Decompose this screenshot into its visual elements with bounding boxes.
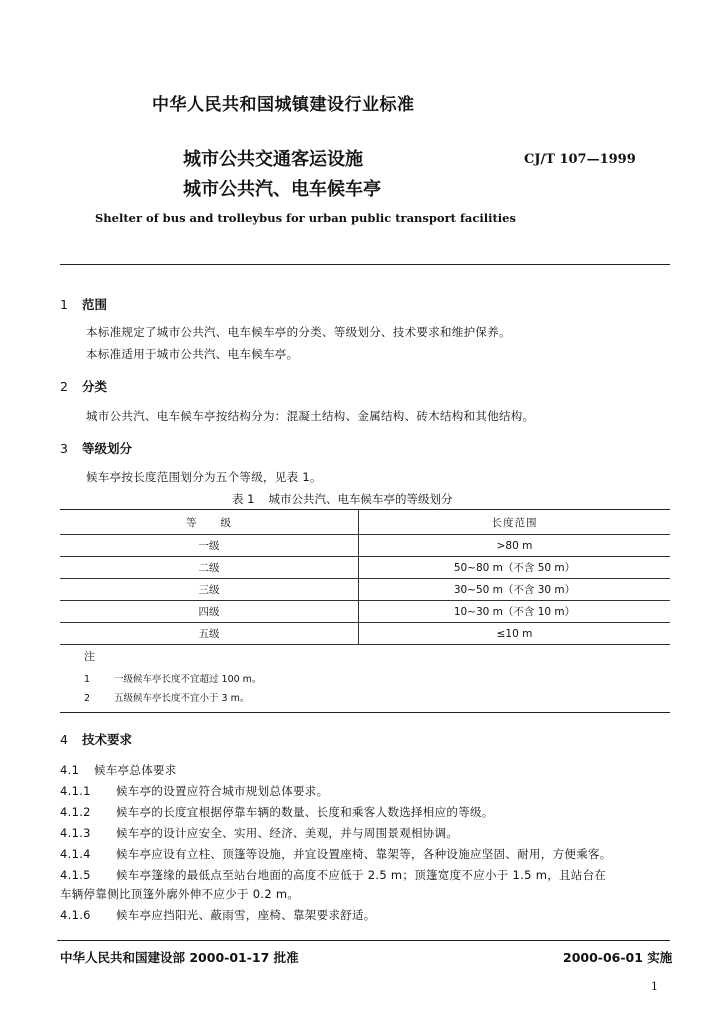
- clause-number: 4.1.2: [60, 805, 91, 819]
- clause-4-1-5: [60, 867, 606, 883]
- table-number: 表 1: [232, 492, 255, 506]
- clause-4-1-6: [60, 907, 376, 923]
- clause-4-1-5-continued: 车辆停靠侧比顶篷外廓外伸不应少于 0.2 m。: [60, 887, 300, 901]
- length-cell: ≤10 m: [359, 623, 671, 645]
- section-3-para-1: 候车亭按长度范围划分为五个等级，见表 1。: [86, 470, 322, 484]
- clause-text: 候车亭总体要求: [94, 763, 177, 777]
- section-title: 技术要求: [82, 732, 133, 747]
- note-text: 五级候车亭长度不宜小于 3 m。: [114, 693, 250, 704]
- footer-divider: [57, 940, 670, 941]
- table-title: 城市公共汽、电车候车亭的等级划分: [268, 492, 453, 506]
- clause-4-1-3: [60, 825, 458, 841]
- page-number: 1: [651, 980, 658, 993]
- note-title: 注: [84, 650, 95, 663]
- table-notes: [60, 645, 670, 713]
- section-2-para-1: 城市公共汽、电车候车亭按结构分为：混凝土结构、金属结构、砖木结构和其他结构。: [86, 409, 535, 423]
- clause-4-1-4: [60, 846, 612, 862]
- standard-code: CJ/T 107—1999: [524, 152, 636, 167]
- table-row: [60, 557, 670, 579]
- grade-table: [60, 509, 670, 713]
- clause-text: 候车亭的设置应符合城市规划总体要求。: [116, 784, 329, 798]
- table-row: [60, 601, 670, 623]
- approval-statement: 中华人民共和国建设部 2000-01-17 批准: [60, 950, 299, 965]
- table-row: [60, 623, 670, 645]
- grade-cell: 三级: [60, 579, 359, 601]
- clause-number: 4.1.4: [60, 847, 91, 861]
- clause-4-1-1: [60, 783, 328, 799]
- section-number: 3: [60, 441, 68, 456]
- section-title: 分类: [82, 379, 108, 394]
- section-title: 范围: [82, 297, 108, 312]
- clause-number: 4.1: [60, 763, 80, 777]
- clause-text: 候车亭篷缘的最低点至站台地面的高度不应低于 2.5 m；顶篷宽度不应小于 1.5 m，且站台在: [116, 868, 607, 882]
- note-item: [84, 689, 670, 708]
- section-title: 等级划分: [82, 441, 133, 456]
- clause-text: 候车亭的长度宜根据停靠车辆的数量、长度和乘客人数选择相应的等级。: [116, 805, 494, 819]
- document-title-line2: 城市公共汽、电车候车亭: [183, 179, 381, 200]
- note-item: [84, 670, 670, 689]
- section-1-heading: [60, 295, 107, 313]
- section-3-heading: [60, 439, 132, 457]
- note-number: 1: [84, 674, 91, 685]
- clause-4-1-2: [60, 804, 494, 820]
- clause-4-1: [60, 762, 177, 778]
- header-grade: 等 级: [60, 510, 359, 535]
- header-length-range: 长度范围: [359, 510, 671, 535]
- ministry-standard-header: 中华人民共和国城镇建设行业标准: [152, 95, 415, 115]
- length-cell: 10~30 m（不含 10 m）: [359, 601, 671, 623]
- table-caption: [232, 491, 452, 507]
- section-number: 2: [60, 379, 68, 394]
- header-divider: [60, 264, 670, 265]
- note-text: 一级候车亭长度不宜超过 100 m。: [114, 674, 262, 685]
- clause-number: 4.1.5: [60, 868, 91, 882]
- clause-number: 4.1.1: [60, 784, 91, 798]
- clause-text: 候车亭的设计应安全、实用、经济、美观，并与周围景观相协调。: [116, 826, 459, 840]
- section-1-para-1: 本标准规定了城市公共汽、电车候车亭的分类、等级划分、技术要求和维护保养。: [86, 325, 511, 339]
- table-header-row: [60, 510, 670, 535]
- clause-text: 候车亭应设有立柱、顶篷等设施，并宜设置座椅、靠架等，各种设施应坚固、耐用，方便乘客。: [116, 847, 612, 861]
- document-title-line1: 城市公共交通客运设施: [183, 149, 363, 170]
- table-row: [60, 579, 670, 601]
- section-number: 1: [60, 297, 68, 312]
- length-cell: 50~80 m（不含 50 m）: [359, 557, 671, 579]
- table-row: [60, 535, 670, 557]
- section-4-heading: [60, 730, 132, 748]
- section-1-para-2: 本标准适用于城市公共汽、电车候车亭。: [86, 347, 299, 361]
- english-title: Shelter of bus and trolleybus for urban public transport facilities: [95, 211, 516, 225]
- section-number: 4: [60, 732, 68, 747]
- note-number: 2: [84, 693, 91, 704]
- grade-cell: 五级: [60, 623, 359, 645]
- grade-cell: 一级: [60, 535, 359, 557]
- clause-number: 4.1.6: [60, 908, 91, 922]
- implementation-date: 2000-06-01 实施: [563, 950, 673, 965]
- table-notes-row: [60, 645, 670, 713]
- grade-cell: 二级: [60, 557, 359, 579]
- clause-number: 4.1.3: [60, 826, 91, 840]
- clause-text: 候车亭应挡阳光、蔽雨雪，座椅、靠架要求舒适。: [116, 908, 376, 922]
- length-cell: 30~50 m（不含 30 m）: [359, 579, 671, 601]
- grade-cell: 四级: [60, 601, 359, 623]
- length-cell: >80 m: [359, 535, 671, 557]
- section-2-heading: [60, 377, 107, 395]
